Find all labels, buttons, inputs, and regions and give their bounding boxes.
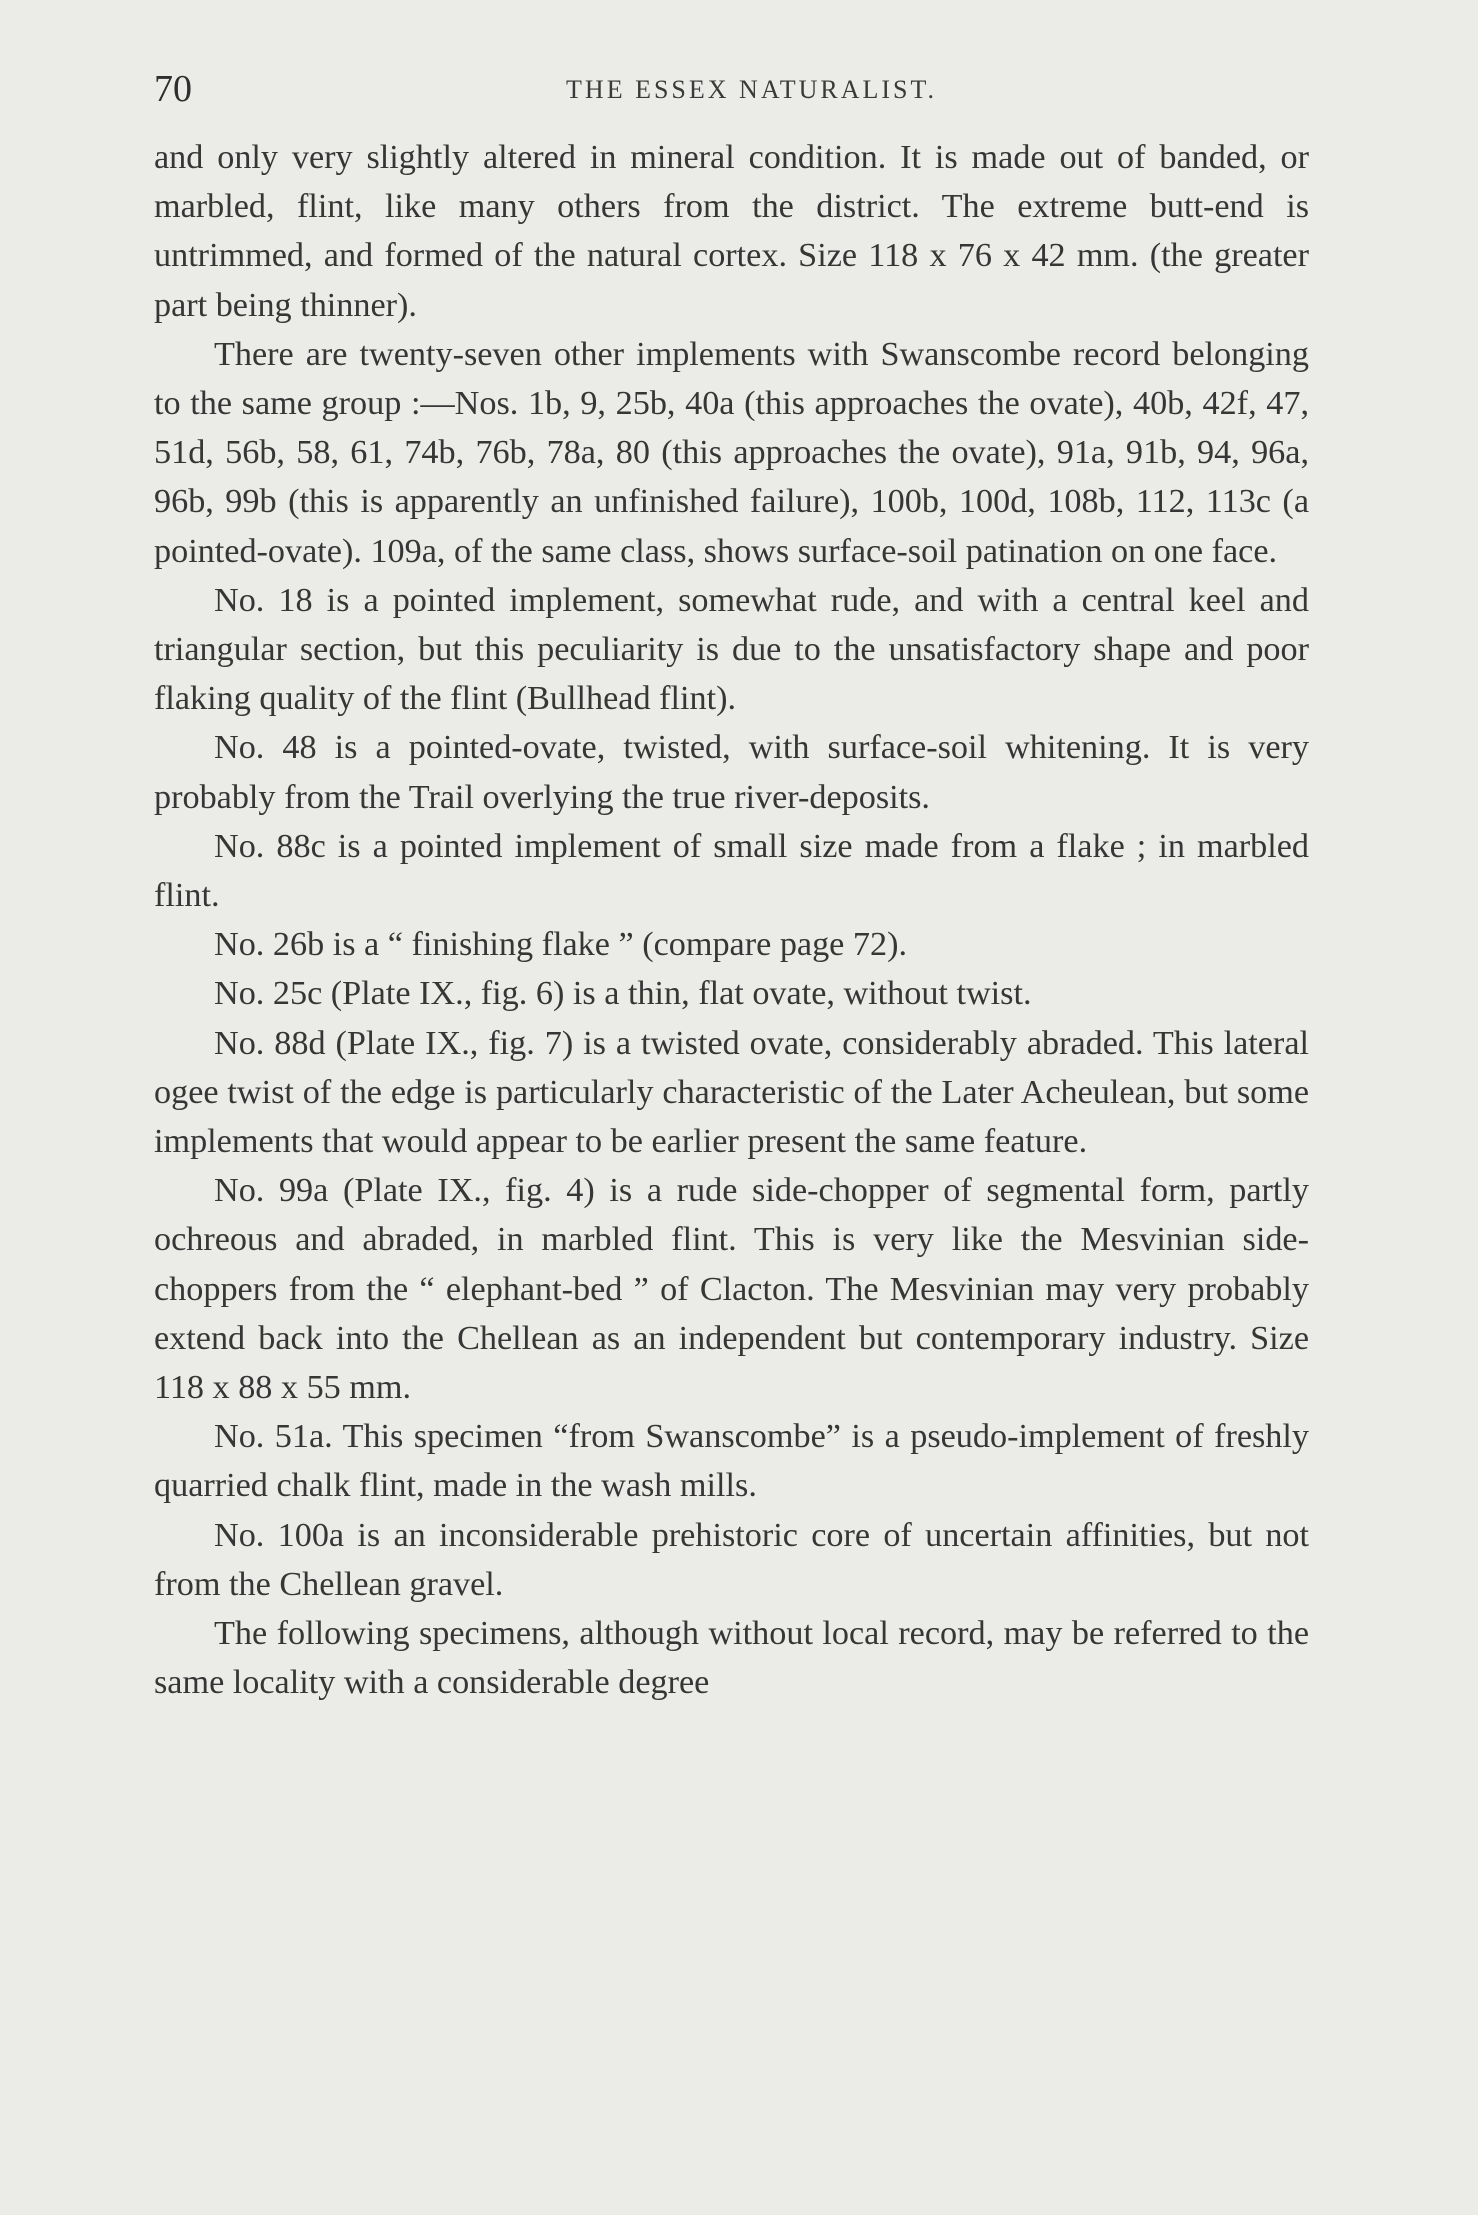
paragraph: There are twenty-seven other implements with Swanscombe record belonging to the same group :—Nos. 1b, 9, 25b, 40a (this approaches the ovate), 40b, 42f, 47, 51d, 56b, 58, 61, 74b, 76b, 78a, 80 (this approaches the ovate), 91a, 91b, 94, 96a, 96b, 99b (this is apparently an unfinished failure), 100b, 100d, 108b, 112, 113c (a pointed-ovate). 109a, of the same class, shows surface-soil patination on one face. <box>154 335 1309 570</box>
paragraph: No. 25c (Plate IX., fig. 6) is a thin, flat ovate, without twist. <box>214 975 1032 1013</box>
paragraph: No. 88d (Plate IX., fig. 7) is a twisted ovate, considerably abraded. This lateral ogee twist of the edge is particularly characteristic of the Later Acheulean, but some implements that would appear to be earlier present the same feature. <box>154 1024 1309 1161</box>
paragraph: No. 51a. This specimen “from Swanscombe” is a pseudo-implement of freshly quarried chalk flint, made in the wash mills. <box>154 1418 1309 1505</box>
paragraph: No. 100a is an inconsiderable prehistoric core of uncertain affinities, but not from the Chellean gravel. <box>154 1516 1309 1603</box>
paragraph: No. 88c is a pointed implement of small size made from a flake ; in marbled flint. <box>154 827 1309 915</box>
body-text <box>154 133 1309 1708</box>
paragraph: No. 18 is a pointed implement, somewhat rude, and with a central keel and triangular section, but this peculiarity is due to the unsatisfactory shape and poor flaking quality of the flint (Bullhead flint). <box>154 581 1309 718</box>
page-number: 70 <box>154 68 192 110</box>
paragraph: No. 99a (Plate IX., fig. 4) is a rude side-chopper of segmental form, partly ochreous and abraded, in marbled flint. This is very like the Mesvinian side-choppers from the “ elephant-bed ” of Clacton. The Mesvinian may very probably extend back into the Chellean as an independent but contemporary industry. Size 118 x 88 x 55 mm. <box>154 1172 1309 1407</box>
running-title: THE ESSEX NATURALIST. <box>566 75 937 104</box>
paragraph: The following specimens, although without local record, may be referred to the same locality with a considerable degree <box>154 1615 1309 1702</box>
page-header <box>154 64 1309 114</box>
paragraph: No. 48 is a pointed-ovate, twisted, with surface-soil whitening. It is very probably from the Trail overlying the true river-deposits. <box>154 729 1309 816</box>
paragraph: No. 26b is a “ finishing flake ” (compare page 72). <box>214 926 908 964</box>
paragraph: and only very slightly altered in mineral condition. It is made out of banded, or marbled, flint, like many others from the district. The extreme butt-end is untrimmed, and formed of the natural cortex. Size 118 x 76 x 42 mm. (the greater part being thinner). <box>154 139 1309 324</box>
